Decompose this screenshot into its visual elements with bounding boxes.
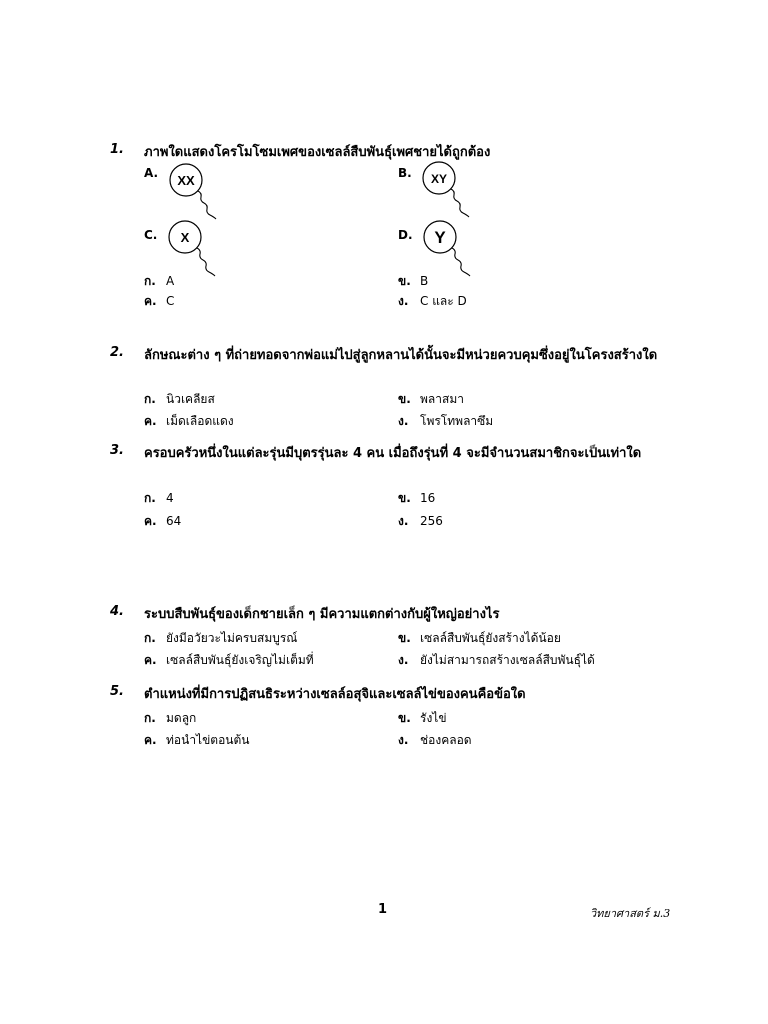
option-c[interactable] <box>144 651 314 670</box>
sperm-cell-figure-b <box>420 160 482 220</box>
figure-label-b: B. <box>398 166 412 180</box>
option-text: รังไข่ <box>420 711 447 725</box>
option-c[interactable] <box>144 412 234 431</box>
option-text: C และ D <box>420 294 467 308</box>
option-label: ง. <box>398 653 409 667</box>
question-text: ครอบครัวหนึ่งในแต่ละรุ่นมีบุตรรุ่นละ 4 คน เมื่อถึงรุ่นที่ 4 จะมีจำนวนสมาชิกจะเป็นเท่าใด <box>144 446 642 461</box>
chromosome-label: Y <box>434 228 446 247</box>
option-c[interactable] <box>144 292 174 311</box>
option-text: 64 <box>166 514 182 528</box>
question-number: 4. <box>110 604 124 619</box>
subject-label: วิทยาศาสตร์ ม.3 <box>590 907 671 920</box>
option-b[interactable] <box>398 489 435 508</box>
option-c[interactable] <box>144 512 181 531</box>
option-text: B <box>420 274 429 288</box>
option-text: 4 <box>166 491 174 505</box>
option-text: ช่องคลอด <box>420 733 472 747</box>
sperm-cell-figure-c <box>166 218 228 280</box>
option-text: 16 <box>420 491 436 505</box>
option-label: ก. <box>144 392 156 406</box>
option-text: เม็ดเลือดแดง <box>166 414 234 428</box>
chromosome-label: XY <box>430 172 448 186</box>
option-label: ก. <box>144 274 156 288</box>
option-label: ข. <box>398 631 411 645</box>
question-number: 3. <box>110 443 124 458</box>
figure-label-a: A. <box>144 166 159 180</box>
option-label: ข. <box>398 392 411 406</box>
option-label: ค. <box>144 294 157 308</box>
sperm-cell-figure-d <box>420 218 482 280</box>
option-label: ก. <box>144 491 156 505</box>
question-number: 2. <box>110 345 124 360</box>
option-text: C <box>166 294 175 308</box>
option-b[interactable] <box>398 629 561 648</box>
option-a[interactable] <box>144 390 215 409</box>
option-b[interactable] <box>398 709 447 728</box>
option-text: มดลูก <box>166 711 197 725</box>
chromosome-label: X <box>180 230 190 245</box>
option-a[interactable] <box>144 272 174 291</box>
question-4 <box>110 604 670 674</box>
option-d[interactable] <box>398 292 467 311</box>
option-d[interactable] <box>398 412 493 431</box>
option-text: ท่อนำไข่ตอนต้น <box>166 733 250 747</box>
option-text: ยังไม่สามารถสร้างเซลล์สืบพันธุ์ได้ <box>420 653 595 667</box>
option-label: ก. <box>144 711 156 725</box>
option-label: ก. <box>144 631 156 645</box>
option-label: ค. <box>144 514 157 528</box>
option-label: ง. <box>398 414 409 428</box>
chromosome-label: XX <box>177 173 195 188</box>
question-2 <box>110 345 670 435</box>
option-label: ค. <box>144 653 157 667</box>
question-text: ภาพใดแสดงโครโมโซมเพศของเซลล์สืบพันธุ์เพศชายได้ถูกต้อง <box>144 145 491 160</box>
question-5 <box>110 684 670 754</box>
figure-label-d: D. <box>398 228 413 242</box>
question-1 <box>110 142 670 312</box>
option-label: ค. <box>144 414 157 428</box>
option-text: พลาสมา <box>420 392 464 406</box>
option-label: ข. <box>398 491 411 505</box>
option-b[interactable] <box>398 272 428 291</box>
option-text: นิวเคลียส <box>166 392 215 406</box>
option-label: ค. <box>144 733 157 747</box>
option-a[interactable] <box>144 629 297 648</box>
question-number: 5. <box>110 684 124 699</box>
option-c[interactable] <box>144 731 250 750</box>
option-text: เซลล์สืบพันธุ์ยังเจริญไม่เต็มที่ <box>166 653 314 667</box>
option-b[interactable] <box>398 390 464 409</box>
option-label: ง. <box>398 514 409 528</box>
option-label: ง. <box>398 294 409 308</box>
option-a[interactable] <box>144 489 174 508</box>
question-text: ลักษณะต่าง ๆ ที่ถ่ายทอดจากพ่อแม่ไปสู่ลูกหลานได้นั้นจะมีหน่วยควบคุมซึ่งอยู่ในโครงสร้างใด <box>144 348 658 363</box>
option-label: ง. <box>398 733 409 747</box>
option-text: โพรโทพลาซึม <box>420 414 494 428</box>
question-number: 1. <box>110 142 124 157</box>
question-text: ตำแหน่งที่มีการปฏิสนธิระหว่างเซลล์อสุจิและเซลล์ไข่ของคนคือข้อใด <box>144 687 526 702</box>
option-d[interactable] <box>398 731 472 750</box>
option-d[interactable] <box>398 651 595 670</box>
option-text: ยังมีอวัยวะไม่ครบสมบูรณ์ <box>166 631 298 645</box>
question-text: ระบบสืบพันธุ์ของเด็กชายเล็ก ๆ มีความแตกต่างกับผู้ใหญ่อย่างไร <box>144 607 500 622</box>
figure-label-c: C. <box>144 228 158 242</box>
option-label: ข. <box>398 274 411 288</box>
question-3 <box>110 443 670 533</box>
option-text: 256 <box>420 514 443 528</box>
option-text: เซลล์สืบพันธุ์ยังสร้างได้น้อย <box>420 631 561 645</box>
sperm-cell-figure-a <box>168 162 230 222</box>
page-number: 1 <box>378 902 388 917</box>
option-d[interactable] <box>398 512 443 531</box>
option-a[interactable] <box>144 709 196 728</box>
option-text: A <box>166 274 175 288</box>
option-label: ข. <box>398 711 411 725</box>
